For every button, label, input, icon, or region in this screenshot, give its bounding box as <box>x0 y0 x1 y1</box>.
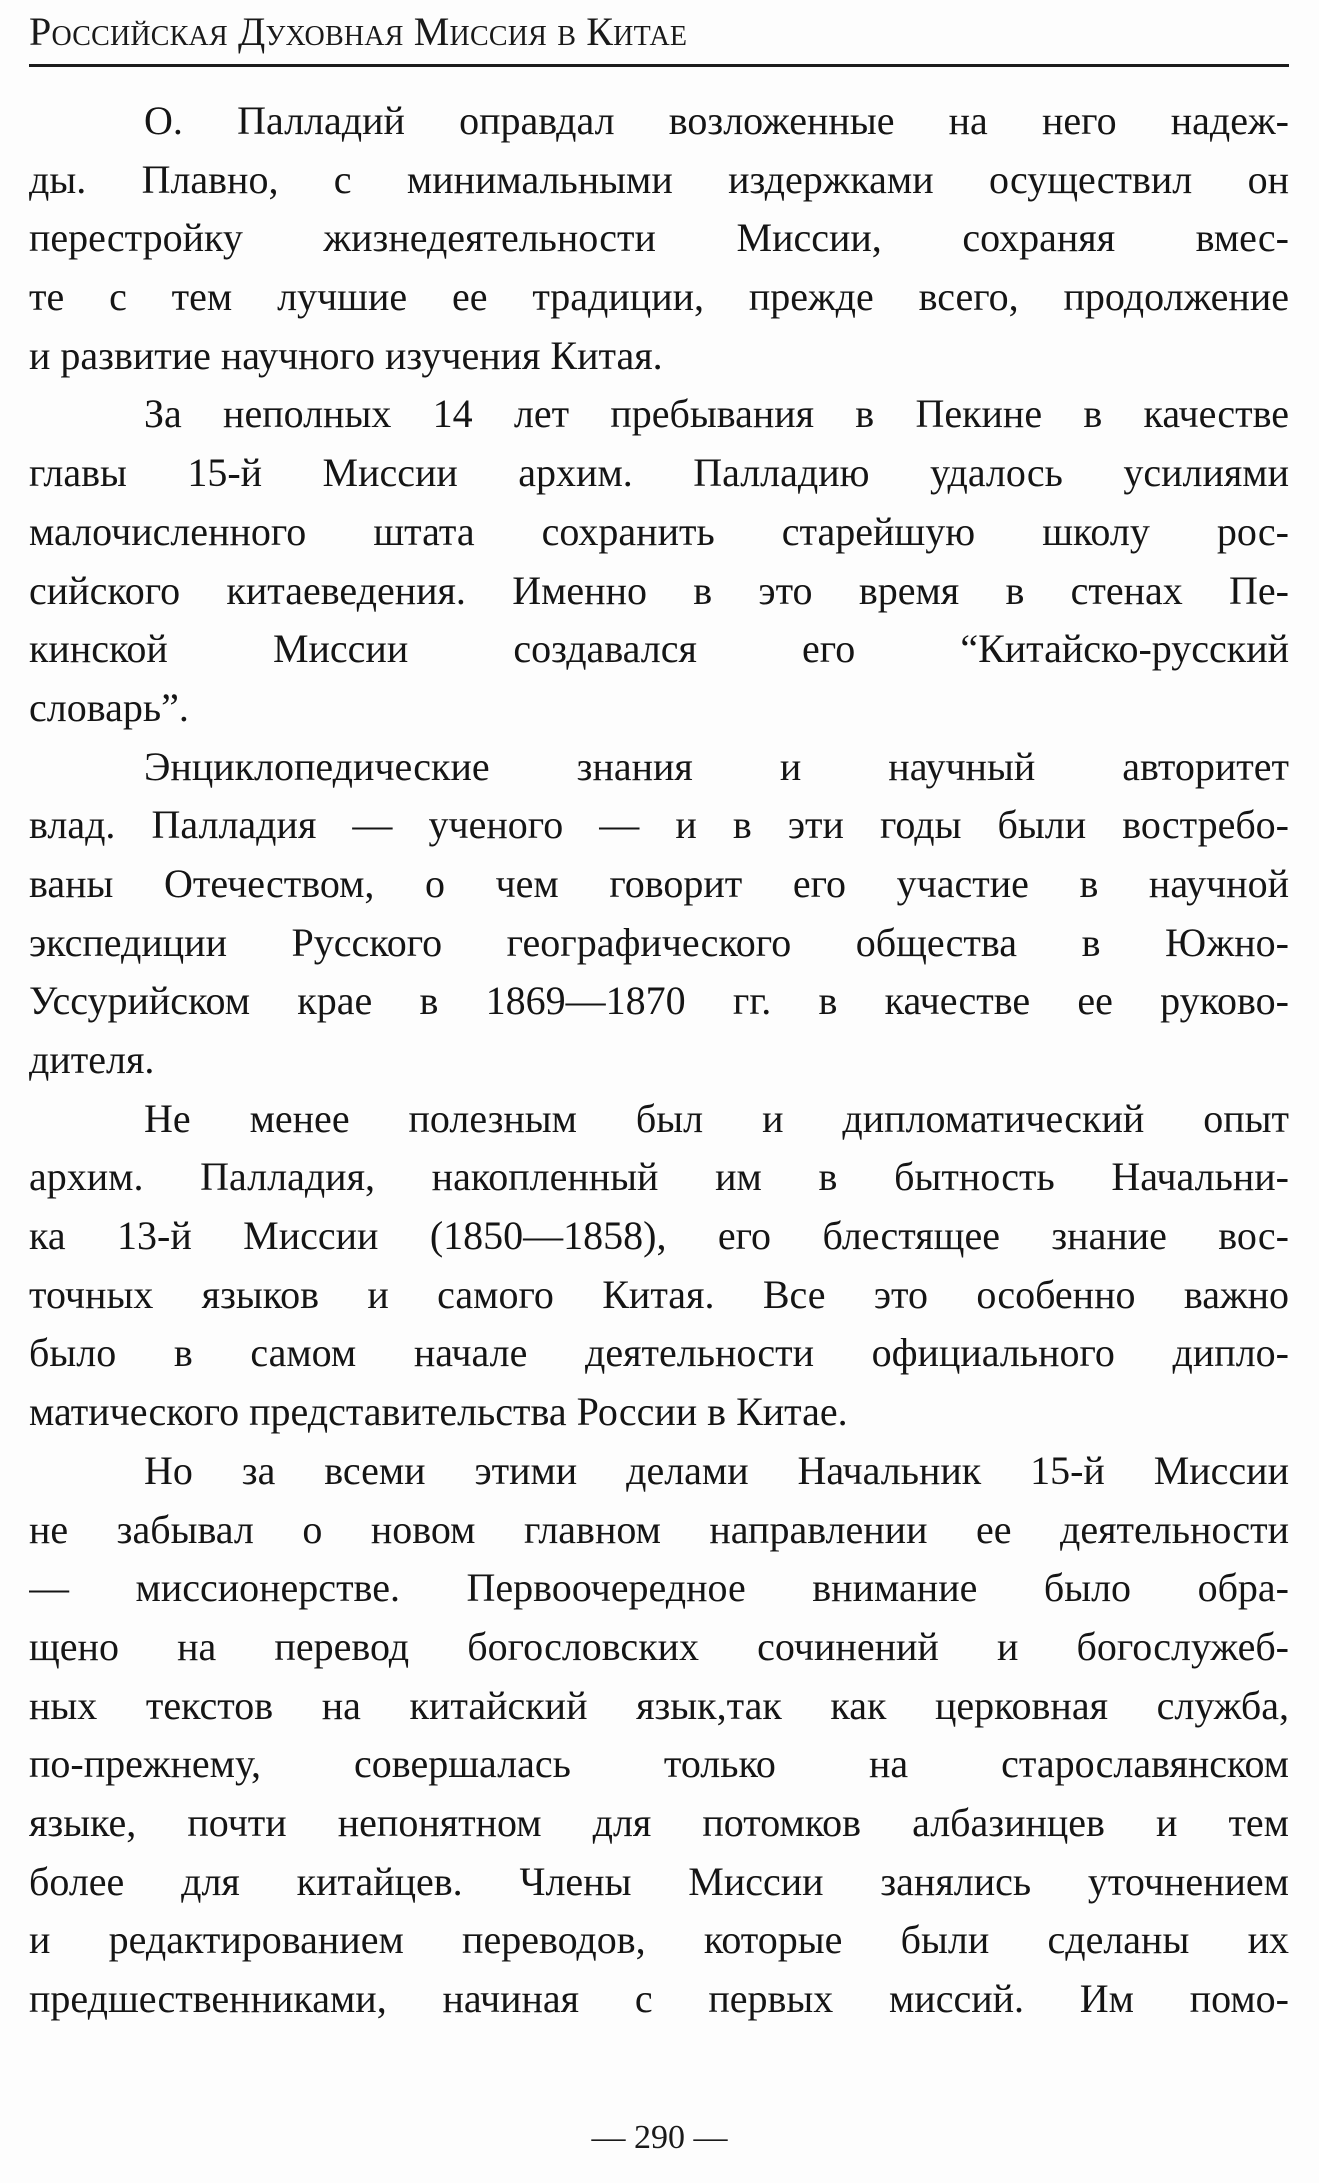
text-line: кинской Миссии создавался его “Китайско-русский <box>29 626 1289 672</box>
paragraph <box>29 1090 1289 1442</box>
text-line: влад. Палладия — ученого — и в эти годы были востребо- <box>29 802 1289 848</box>
text-line: ка 13-й Миссии (1850—1858), его блестящее знание вос- <box>29 1213 1289 1259</box>
text-line: Но за всеми этими делами Начальник 15-й Миссии <box>144 1447 1289 1493</box>
text-line: Уссурийском крае в 1869—1870 гг. в качестве ее руково- <box>29 978 1289 1024</box>
paragraph <box>29 92 1289 385</box>
text-line: За неполных 14 лет пребывания в Пекине в качестве <box>144 391 1289 437</box>
body-text <box>29 92 1289 2029</box>
text-line: Энциклопедические знания и научный авторитет <box>144 743 1289 789</box>
paragraph <box>29 738 1289 1090</box>
text-line: дителя. <box>29 1037 155 1082</box>
text-line: было в самом начале деятельности официального дипло- <box>29 1330 1289 1376</box>
text-line: — миссионерстве. Первоочередное внимание было обра- <box>29 1565 1289 1611</box>
text-line: языке, почти непонятном для потомков албазинцев и тем <box>29 1799 1289 1845</box>
page-number: — 290 — <box>591 2119 728 2156</box>
text-line: архим. Палладия, накопленный им в бытность Начальни- <box>29 1154 1289 1200</box>
text-line: О. Палладий оправдал возложенные на него надеж- <box>144 98 1289 143</box>
paragraph <box>29 1442 1289 2029</box>
text-line: точных языков и самого Китая. Все это особенно важно <box>29 1271 1289 1317</box>
text-line: перестройку жизнедеятельности Миссии, сохраняя вмес- <box>29 215 1289 261</box>
text-line: экспедиции Русского географического общества в Южно- <box>29 919 1289 965</box>
text-line: по-прежнему, совершалась только на старославянском <box>29 1741 1289 1787</box>
running-head-title: Российская Духовная Миссия в Китае <box>29 9 688 54</box>
text-line: малочисленного штата сохранить старейшую школу рос- <box>29 508 1289 554</box>
text-line: ды. Плавно, с минимальными издержками осуществил он <box>29 156 1289 202</box>
text-line: сийского китаеведения. Именно в это время в стенах Пе- <box>29 567 1289 613</box>
text-line: не забывал о новом главном направлении ее деятельности <box>29 1506 1289 1552</box>
text-line: словарь”. <box>29 684 189 730</box>
header-rule <box>29 64 1289 67</box>
text-line: Не менее полезным был и дипломатический опыт <box>144 1095 1289 1141</box>
text-line: более для китайцев. Члены Миссии занялись уточнением <box>29 1858 1289 1904</box>
paragraph <box>29 385 1289 737</box>
text-line: те с тем лучшие ее традиции, прежде всего, продолжение <box>29 274 1289 320</box>
text-line: ваны Отечеством, о чем говорит его участие в научной <box>29 860 1289 906</box>
text-line: щено на перевод богословских сочинений и богослужеб- <box>29 1623 1289 1669</box>
text-line: ных текстов на китайский язык,так как церковная служба, <box>29 1682 1289 1728</box>
text-line: матического представительства России в Китае. <box>29 1389 848 1435</box>
text-line: и развитие научного изучения Китая. <box>29 332 663 378</box>
text-line: и редактированием переводов, которые были сделаны их <box>29 1917 1289 1963</box>
text-line: предшественниками, начиная с первых миссий. Им помо- <box>29 1976 1289 2021</box>
text-line: главы 15-й Миссии архим. Палладию удалось усилиями <box>29 450 1289 496</box>
